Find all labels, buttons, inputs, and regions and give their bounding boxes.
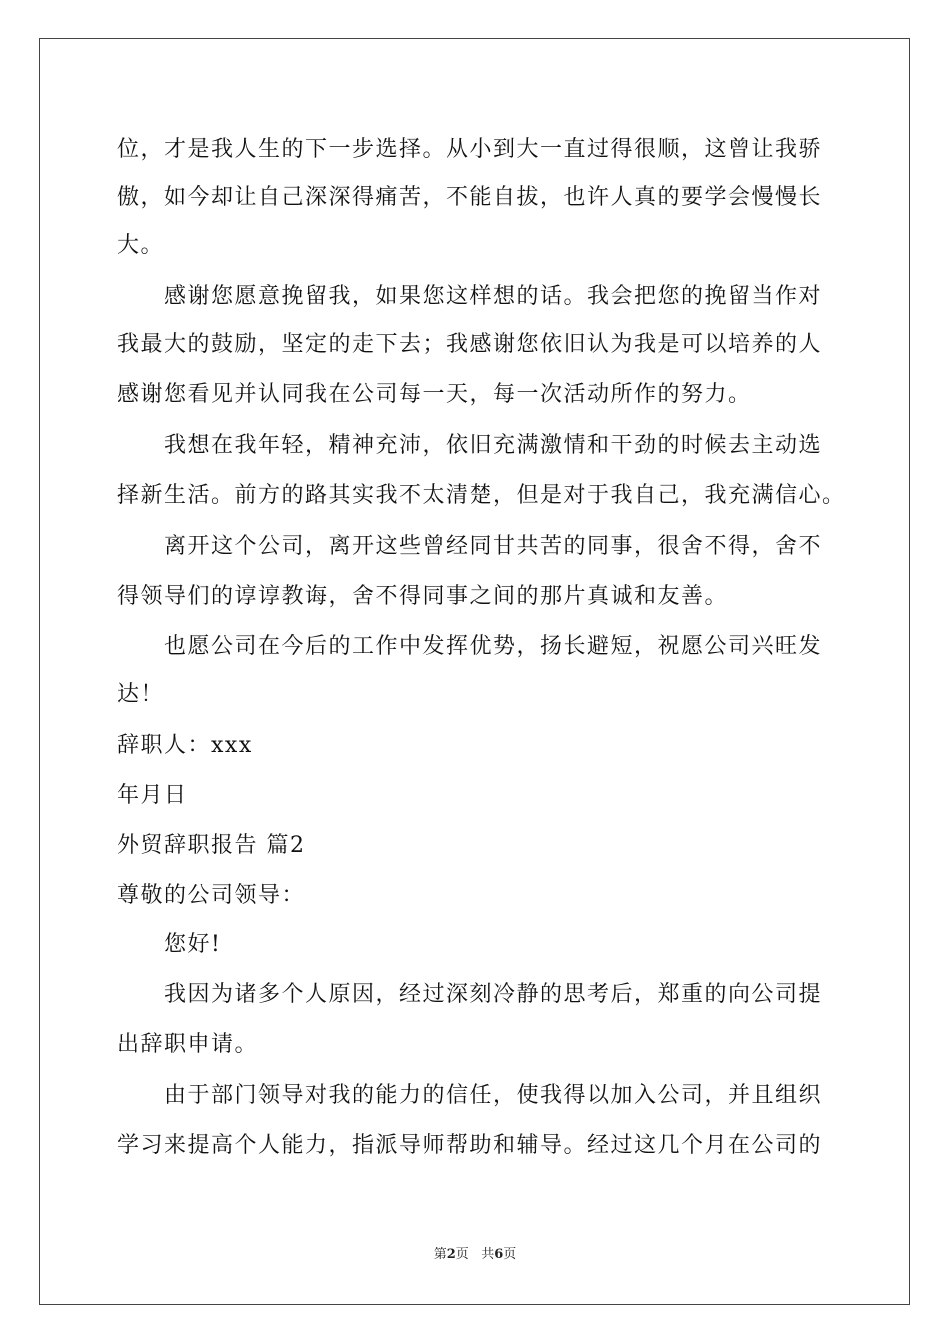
body-line: 离开这个公司，离开这些曾经同甘共苦的同事，很舍不得，舍不 xyxy=(164,534,823,559)
body-line: 大。 xyxy=(117,233,165,258)
body-line: 出辞职申请。 xyxy=(117,1032,259,1057)
footer-total-suffix: 页 xyxy=(503,1247,517,1262)
body-line: 择新生活。前方的路其实我不太清楚，但是对于我自己，我充满信心。 xyxy=(117,483,846,508)
body-line: 我想在我年轻，精神充沛，依旧充满激情和干劲的时候去主动选 xyxy=(164,433,823,458)
page-footer xyxy=(0,1246,950,1264)
footer-page-prefix: 第 xyxy=(433,1247,447,1262)
body-line: 由于部门领导对我的能力的信任，使我得以加入公司，并且组织 xyxy=(164,1083,823,1108)
body-line: 也愿公司在今后的工作中发挥优势，扬长避短，祝愿公司兴旺发 xyxy=(164,634,823,659)
footer-page-suffix: 页 xyxy=(455,1247,469,1262)
body-line: 傲，如今却让自己深深得痛苦，不能自拔，也许人真的要学会慢慢长 xyxy=(117,185,823,210)
greeting: 您好! xyxy=(164,932,222,957)
date-line: 年月日 xyxy=(117,783,188,808)
body-line: 我因为诸多个人原因，经过深刻冷静的思考后，郑重的向公司提 xyxy=(164,982,823,1007)
body-line: 我最大的鼓励，坚定的走下去；我感谢您依旧认为我是可以培养的人 xyxy=(117,332,823,357)
page-frame xyxy=(39,38,910,1305)
footer-total-pages: 6 xyxy=(494,1247,504,1262)
body-line: 学习来提高个人能力，指派导师帮助和辅导。经过这几个月在公司的 xyxy=(117,1133,823,1158)
footer-page-number: 2 xyxy=(446,1247,456,1262)
body-line: 位，才是我人生的下一步选择。从小到大一直过得很顺，这曾让我骄 xyxy=(117,137,823,162)
salutation: 尊敬的公司领导： xyxy=(117,883,306,908)
body-line: 得领导们的谆谆教诲，舍不得同事之间的那片真诚和友善。 xyxy=(117,584,729,609)
section-heading: 外贸辞职报告 篇2 xyxy=(117,833,306,858)
footer-total-prefix: 共 xyxy=(481,1247,495,1262)
body-line: 达！ xyxy=(117,682,165,707)
signature-line: 辞职人：xxx xyxy=(117,733,253,758)
body-line: 感谢您看见并认同我在公司每一天，每一次活动所作的努力。 xyxy=(117,382,752,407)
body-line: 感谢您愿意挽留我，如果您这样想的话。我会把您的挽留当作对 xyxy=(164,284,823,309)
